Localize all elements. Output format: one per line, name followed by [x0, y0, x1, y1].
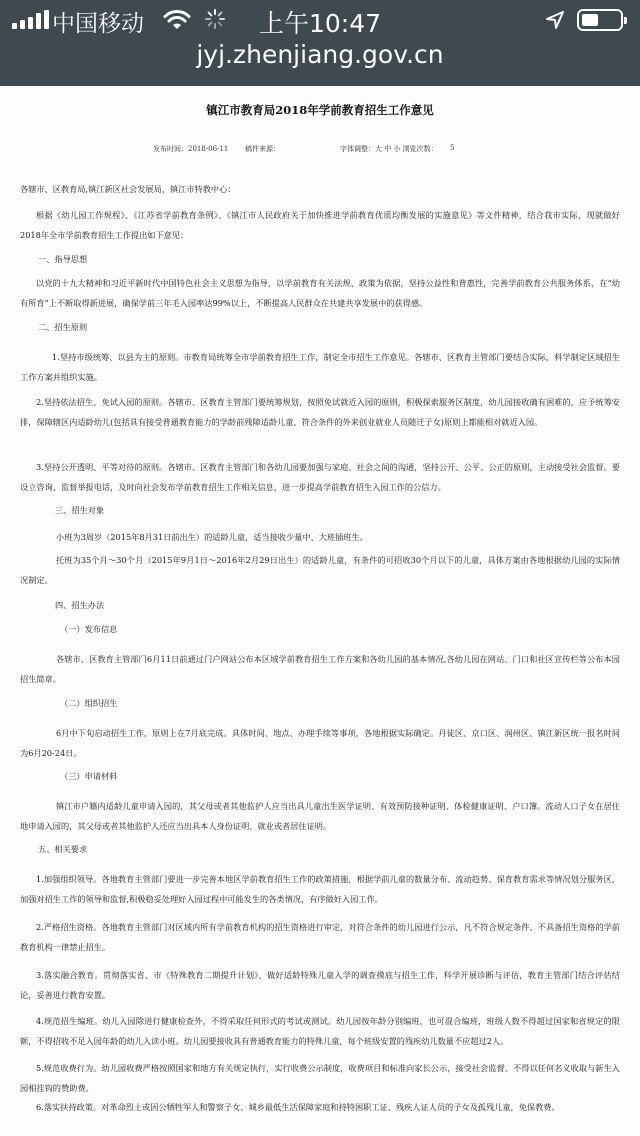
- section-heading: 二、招生原则: [38, 322, 88, 332]
- subsection-heading: （一）发布信息: [60, 624, 118, 634]
- section-heading: 四、招生办法: [55, 600, 105, 610]
- subsection-heading: （二）组织招生: [60, 698, 118, 708]
- paragraph: 1.加强组织领导。各地教育主管部门要进一步完善本地区学前教育招生工作的政策措施，根据学前儿童的数量分布、流动趋势、保育教育需求等情况划分服务区，加强对招生工作的领导和监督,积极稳妥处理好入园过程中可能发生的各类情况，有序做好入园工作。: [20, 874, 620, 904]
- section-heading: 一、指导思想: [38, 254, 88, 264]
- paragraph: 托班为35个月～30个月（2015年9月1日～2016年2月29日出生）的适龄儿童，有条件的可招收30个月以下的儿童，具体方案由各地根据幼儿园的实际情况制定。: [20, 555, 620, 585]
- paragraph: 小班为3周岁（2015年8月31日前出生）的适龄儿童，适当接收少量中、大班插班生。: [56, 532, 368, 542]
- paragraph: 3.落实融合教育。贯彻落实省、市《特殊教育二期提升计划》，做好适龄特殊儿童入学的调查摸底与招生工作，科学开展诊断与评估，教育主管部门结合评估结论，妥善进行教育安置。: [20, 970, 620, 1000]
- subsection-heading: （三）申请材料: [60, 771, 118, 781]
- status-time: 上午10:47: [258, 9, 382, 38]
- paragraph: 6月中下旬启动招生工作，原则上在7月底完成。具体时间、地点、办理手续等事项，各地根据实际确定。丹徒区、京口区、润州区、镇江新区统一报名时间为6月20-24日。: [20, 728, 620, 758]
- source-label: 稿件来源：: [245, 145, 280, 153]
- paragraph: 3.坚持公开透明、平等对待的原则。各辖市、区教育主管部门和各幼儿园要加强与家庭、社会之间的沟通，坚持公开、公平、公正的原则，主动接受社会监督。要设立咨询、监督举报电话，及时向社会发布学前教育招生工作相关信息，进一步提高学前教育招生入园工作的公信力。: [20, 462, 620, 492]
- view-count: 5: [450, 144, 455, 152]
- paragraph: 4.规范招生编班。幼儿入园除进行健康检查外，不得采取任何形式的考试或测试。幼儿园按年龄分别编班，也可混合编班，班级人数不得超过国家和省规定的限额，不得招收不足入园年龄的幼儿入读小班。幼儿园要接收具有普通教育能力的特殊儿童，每个班级安置的残疾幼儿数量不应超过2人。: [20, 1016, 620, 1046]
- browser-header: [0, 0, 640, 86]
- battery-icon: [577, 9, 623, 31]
- salutation: 各辖市、区教育局,镇江新区社会发展局，镇江市特教中心：: [20, 184, 236, 194]
- address-bar-url[interactable]: jyj.zhenjiang.gov.cn: [196, 40, 444, 69]
- paragraph: 各辖市、区教育主管部门6月11日前通过门户网站公布本区域学前教育招生工作方案和各幼儿园的基本情况,各幼儿园在网站、门口和社区宣传栏等公布本园招生简章。: [20, 654, 620, 684]
- font-adjust-controls[interactable]: 字体调整：大 中 小 浏览次数：: [340, 145, 438, 153]
- article-page: [0, 86, 640, 1136]
- paragraph: 1.坚持市级统筹、以县为主的原则。市教育局统筹全市学前教育招生工作，制定全市招生工作意见。各辖市、区教育主管部门要结合实际，科学制定区域招生工作方案并组织实施。: [20, 352, 620, 382]
- section-heading: 五、相关要求: [38, 844, 88, 854]
- article-title: 镇江市教育局2018年学前教育招生工作意见: [206, 103, 434, 117]
- paragraph: 6.落实扶持政策。对革命烈士或因公牺牲军人和警察子女、城乡最低生活保障家庭和持特困职工证、残疾人证人员的子女及孤残儿童，免保教费。: [36, 1102, 560, 1112]
- paragraph: 2.坚持依法招生、免试入园的原则。各辖市、区教育主管部门要统筹规划，按照免试就近入园的原则，积极探索服务区制度，幼儿园接收确有困难的，应予统筹安排，保障辖区内适龄幼儿(包括具有接受普通教育能力的学龄前残障适龄儿童、符合条件的外来创业就业人员随迁子女)原则上都能相对就近入园。: [20, 397, 620, 427]
- paragraph: 5.规范收费行为。幼儿园收费严格按照国家和地方有关规定执行，实行收费公示制度，收费项目和标准向家长公示，接受社会监督。不得以任何名义收取与新生入园相挂钩的赞助费。: [20, 1063, 620, 1093]
- paragraph: 2.严格招生资格。各地教育主管部门对区域内所有学前教育机构的招生资格进行审定，对符合条件的幼儿园进行公示，凡不符合规定条件、不具备招生资格的学前教育机构一律禁止招生。: [20, 922, 620, 952]
- paragraph: 镇江市户籍内适龄儿童申请入园的，其父母或者其他监护人应当出具儿童出生医学证明、有效预防接种证明、体检健康证明、户口簿。流动人口子女在居住地申请入园的，其父母或者其他监护人还应当出具本人身份证明、就业或者居住证明。: [20, 801, 620, 831]
- carrier-name: 中国移动: [52, 11, 144, 37]
- publish-time: 发布时间：2018-06-11: [153, 145, 229, 153]
- intro-paragraph: 根据《幼儿园工作规程》、《江苏省学前教育条例》、《镇江市人民政府关于加快推进学前教育优质均衡发展的实施意见》等文件精神，结合我市实际，现就做好2018年全市学前教育招生工作提出如下意见：: [20, 210, 620, 240]
- section-heading: 三、招生对象: [55, 505, 105, 515]
- status-bar: [0, 0, 640, 40]
- paragraph: 以党的十九大精神和习近平新时代中国特色社会主义思想为指导，以学前教育有关法规、政策为依据，坚持公益性和普惠性，完善学前教育公共服务体系，在“幼有所育”上不断取得新进展，确保学前三年毛入园率达99%以上，不断提高人民群众在共建共享发展中的获得感。: [20, 278, 620, 308]
- location-arrow-icon: [545, 10, 565, 30]
